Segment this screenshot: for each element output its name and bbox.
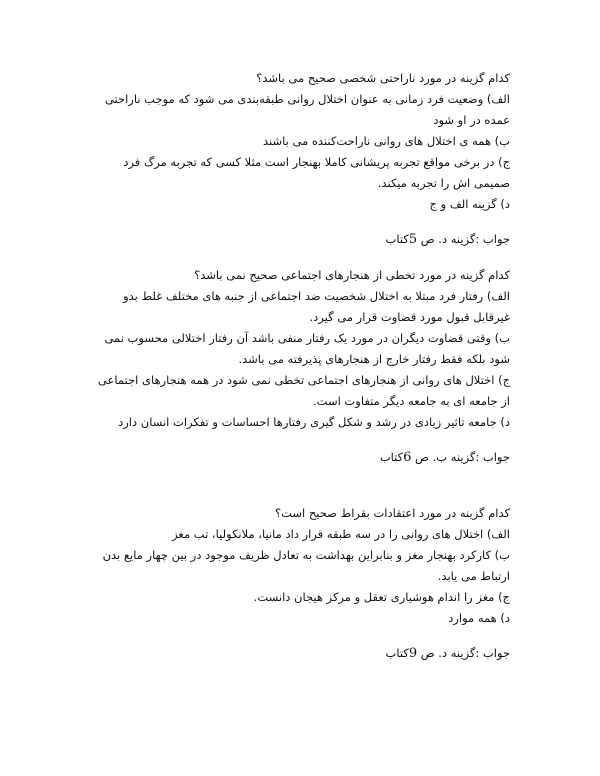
answer-line [92, 643, 510, 664]
answer-page: 6 [403, 450, 412, 465]
answer-text: جواب :گزینه د. ص [420, 232, 510, 246]
question-stem: کدام گزینه در مورد تخطی از هنجارهای اجتماعی صحیح نمی باشد؟ [194, 268, 510, 282]
option-b: ب) همه ی اختلال های روانی ناراحت‌کننده می باشند [262, 134, 510, 148]
answer-page: 9 [408, 646, 418, 661]
option-c: ج) مغز را اندام هوشیاری تعقل و مرکز هیجان دانست. [253, 590, 510, 604]
answer-line [92, 447, 510, 468]
question-1 [92, 68, 510, 250]
answer-suffix: کتاب [385, 646, 409, 660]
option-a: الف) اختلال های روانی را در سه طبقه قرار داد مانیا، ملانکولیا، تب مغز [172, 527, 510, 541]
question-stem: کدام گزینه در مورد ناراحتی شخصی صحیح می باشد؟ [256, 71, 510, 85]
option-b: ب) وقتی قضاوت دیگران در مورد یک رفتار منفی باشد آن رفتار اختلالی محسوب نمی شود بلکه فقط رفتار خارج از هنجارهای پذیرفته می باشد. [104, 331, 510, 366]
answer-suffix: کتاب [385, 232, 409, 246]
option-a: الف) وضعیت فرد زمانی به عنوان اختلال روانی طبقه‌بندی می شود که موجب ناراحتی عمده در او شود [104, 92, 510, 127]
answer-page: 5 [408, 232, 418, 247]
answer-text: جواب :گزینه ب. ص [415, 450, 510, 464]
question-stem: کدام گزینه در مورد اعتقادات بقراط صحیح است؟ [274, 506, 510, 520]
option-c: ج) در برخی مواقع تجربه پریشانی کاملا بهنجار است مثلا کسی که تجربه مرگ فرد صمیمی اش را تجربه میکند. [123, 155, 510, 190]
answer-line [92, 229, 510, 250]
option-c: ج) اختلال های روانی از هنجارهای اجتماعی تخطی نمی شود در همه هنجارهای اجتماعی از جامعه ای به جامعه دیگر متفاوت است. [97, 373, 510, 408]
option-a: الف) رفتار فرد مبتلا به اختلال شخصیت ضد اجتماعی از جنبه های مختلف غلط بدو غیرقابل قبول مورد قضاوت قرار می گیرد. [123, 289, 510, 324]
question-2 [92, 265, 510, 468]
option-d: د) جامعه تاثیر زیادی در رشد و شکل گیری رفتارها احساسات و تفکرات انسان دارد [118, 415, 510, 429]
option-d: د) همه موارد [448, 611, 510, 625]
question-3 [92, 503, 510, 664]
option-d: د) گزینه الف و ج [429, 197, 510, 211]
answer-text: جواب :گزینه د. ص [420, 646, 510, 660]
option-b: ب) کارکرد بهنجار مغز و بنابراین بهداشت به تعادل ظریف موجود در بین چهار مایع بدن ارتباط می یابد. [102, 548, 510, 583]
answer-suffix: کتاب [379, 450, 404, 464]
